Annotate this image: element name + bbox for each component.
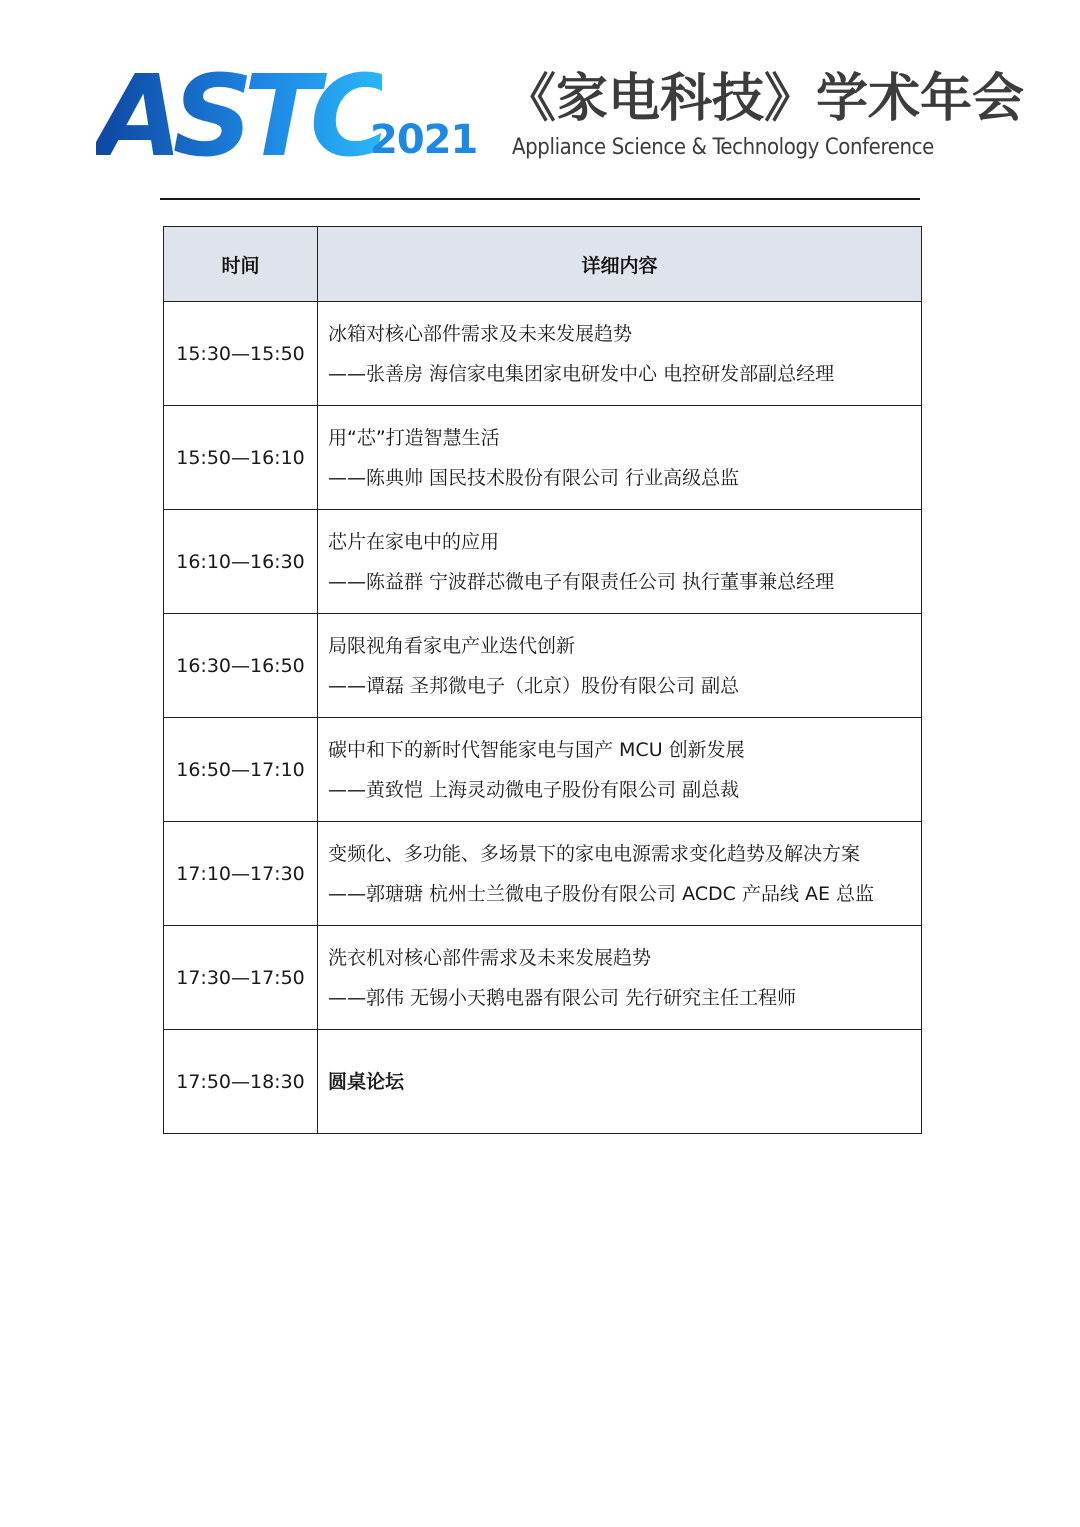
detail-cell [318, 822, 922, 926]
table-row [164, 510, 922, 614]
talk-speaker: ——黄致恺 上海灵动微电子股份有限公司 副总裁 [328, 778, 740, 801]
table-row [164, 302, 922, 406]
page-header [0, 0, 1080, 200]
detail-cell [318, 406, 922, 510]
talk-speaker: ——郭瑭瑭 杭州士兰微电子股份有限公司 ACDC 产品线 AE 总监 [328, 882, 875, 905]
talk-speaker: ——郭伟 无锡小天鹅电器有限公司 先行研究主任工程师 [328, 986, 797, 1009]
header-time: 时间 [164, 227, 318, 302]
logo-astc-text: ASTC [96, 52, 382, 182]
table-row [164, 718, 922, 822]
time-cell: 17:10—17:30 [164, 822, 318, 926]
talk-title: 碳中和下的新时代智能家电与国产 MCU 创新发展 [328, 738, 745, 761]
talk-title: 洗衣机对核心部件需求及未来发展趋势 [328, 946, 652, 969]
talk-speaker: ——陈典帅 国民技术股份有限公司 行业高级总监 [328, 466, 740, 489]
talk-title: 冰箱对核心部件需求及未来发展趋势 [328, 322, 633, 345]
time-cell: 15:30—15:50 [164, 302, 318, 406]
time-cell: 17:30—17:50 [164, 926, 318, 1030]
astc-logo [96, 52, 478, 182]
detail-cell [318, 718, 922, 822]
talk-title: 变频化、多功能、多场景下的家电电源需求变化趋势及解决方案 [328, 842, 861, 865]
detail-cell [318, 1030, 922, 1134]
table-row [164, 614, 922, 718]
talk-title: 用“芯”打造智慧生活 [328, 426, 500, 449]
talk-title: 芯片在家电中的应用 [328, 530, 500, 553]
talk-speaker: ——张善房 海信家电集团家电研发中心 电控研发部副总经理 [328, 362, 835, 385]
time-cell: 16:30—16:50 [164, 614, 318, 718]
detail-cell [318, 614, 922, 718]
detail-cell [318, 510, 922, 614]
talk-title: 圆桌论坛 [328, 1070, 405, 1093]
schedule-table [163, 226, 922, 1134]
talk-title: 局限视角看家电产业迭代创新 [328, 634, 576, 657]
header-divider [160, 198, 920, 200]
detail-cell [318, 926, 922, 1030]
table-row [164, 1030, 922, 1134]
talk-speaker: ——陈益群 宁波群芯微电子有限责任公司 执行董事兼总经理 [328, 570, 835, 593]
detail-cell [318, 302, 922, 406]
time-cell: 16:10—16:30 [164, 510, 318, 614]
time-cell: 15:50—16:10 [164, 406, 318, 510]
conference-title-en: Appliance Science & Technology Conference [512, 135, 934, 160]
talk-speaker: ——谭磊 圣邦微电子（北京）股份有限公司 副总 [328, 674, 740, 697]
table-row [164, 406, 922, 510]
table-row [164, 926, 922, 1030]
table-row [164, 822, 922, 926]
conference-title-cn: 《家电科技》学术年会 [504, 69, 1025, 129]
header-detail: 详细内容 [318, 227, 922, 302]
logo-year: 2021 [370, 117, 478, 163]
table-header-row [164, 227, 922, 302]
time-cell: 17:50—18:30 [164, 1030, 318, 1134]
time-cell: 16:50—17:10 [164, 718, 318, 822]
